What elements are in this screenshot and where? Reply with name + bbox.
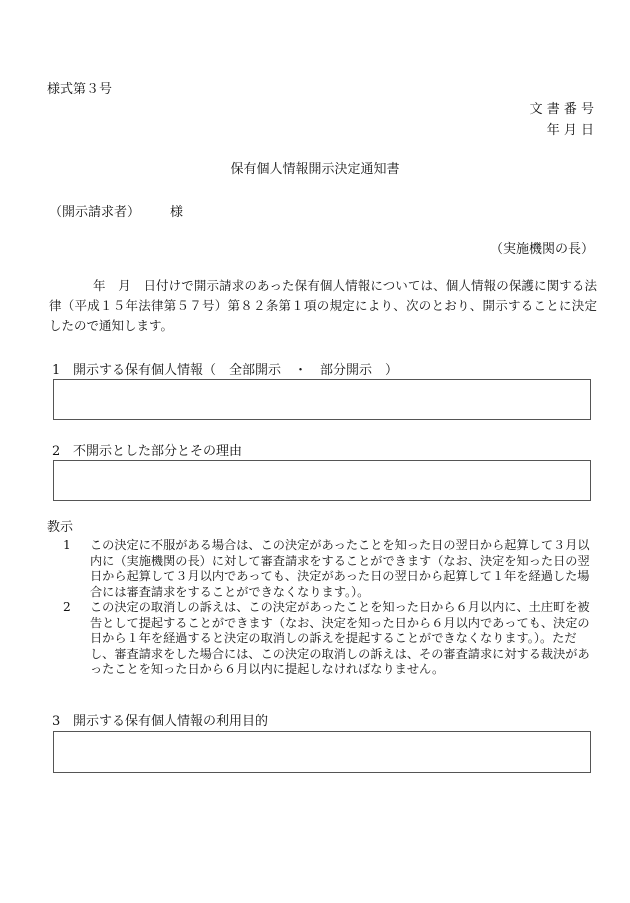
section-3-label: 開示する保有個人情報の利用目的: [73, 714, 269, 729]
notice-item-2-text: この決定の取消しの訴えは、この決定があったことを知った日から６月以内に、土庄町を被告として提起することができます（なお、決定を知った日から６月以内であっても、決定の日から１年を経過すると決定の取消しの訴えを提起することができなくなります。）。ただし、審査請求をした場合には、この決定の取消しの訴えは、その審査請求に対する裁決があったことを知った日から６月以内に提起しなければなりません。: [90, 600, 590, 676]
form-number: 様式第３号: [47, 82, 113, 97]
addressee-label: （開示請求者）: [49, 205, 141, 220]
date-label: 年 月 日: [546, 123, 594, 138]
notice-item-1-number: 1: [63, 538, 71, 552]
section-3-input-box[interactable]: [53, 731, 591, 773]
body-paragraph: 年 月 日付けで開示請求のあった保有個人情報については、個人情報の保護に関する法律（平成１５年法律第５７号）第８２条第１項の規定により、次のとおり、開示することに決定したので通知します。: [49, 278, 597, 333]
notice-item-1-text: この決定に不服がある場合は、この決定があったことを知った日の翌日から起算して３月以内に（実施機関の長）に対して審査請求をすることができます（なお、決定を知った日の翌日から起算して３月以内であっても、決定があった日の翌日から起算して１年を経過した場合には審査請求をすることができなくなります。）。: [90, 538, 590, 599]
section-2-number: 2: [52, 444, 61, 459]
section-1-input-box[interactable]: [53, 379, 591, 420]
issuer-label: （実施機関の長）: [489, 242, 594, 257]
section-2-label: 不開示とした部分とその理由: [73, 444, 243, 459]
honorific: 様: [170, 205, 184, 220]
document-title: 保有個人情報開示決定通知書: [230, 162, 400, 177]
notice-item-1: [63, 538, 597, 600]
notice-item-2-number: 2: [63, 600, 71, 614]
notice-item-2: [63, 600, 597, 678]
document-number-label: 文 書 番 号: [529, 102, 594, 117]
section-3-number: 3: [52, 714, 61, 729]
section-1-number: 1: [52, 363, 61, 378]
notice-heading: 教示: [47, 520, 74, 535]
section-2-input-box[interactable]: [53, 460, 591, 501]
section-1-label: 開示する保有個人情報（ 全部開示 ・ 部分開示 ）: [73, 363, 399, 378]
